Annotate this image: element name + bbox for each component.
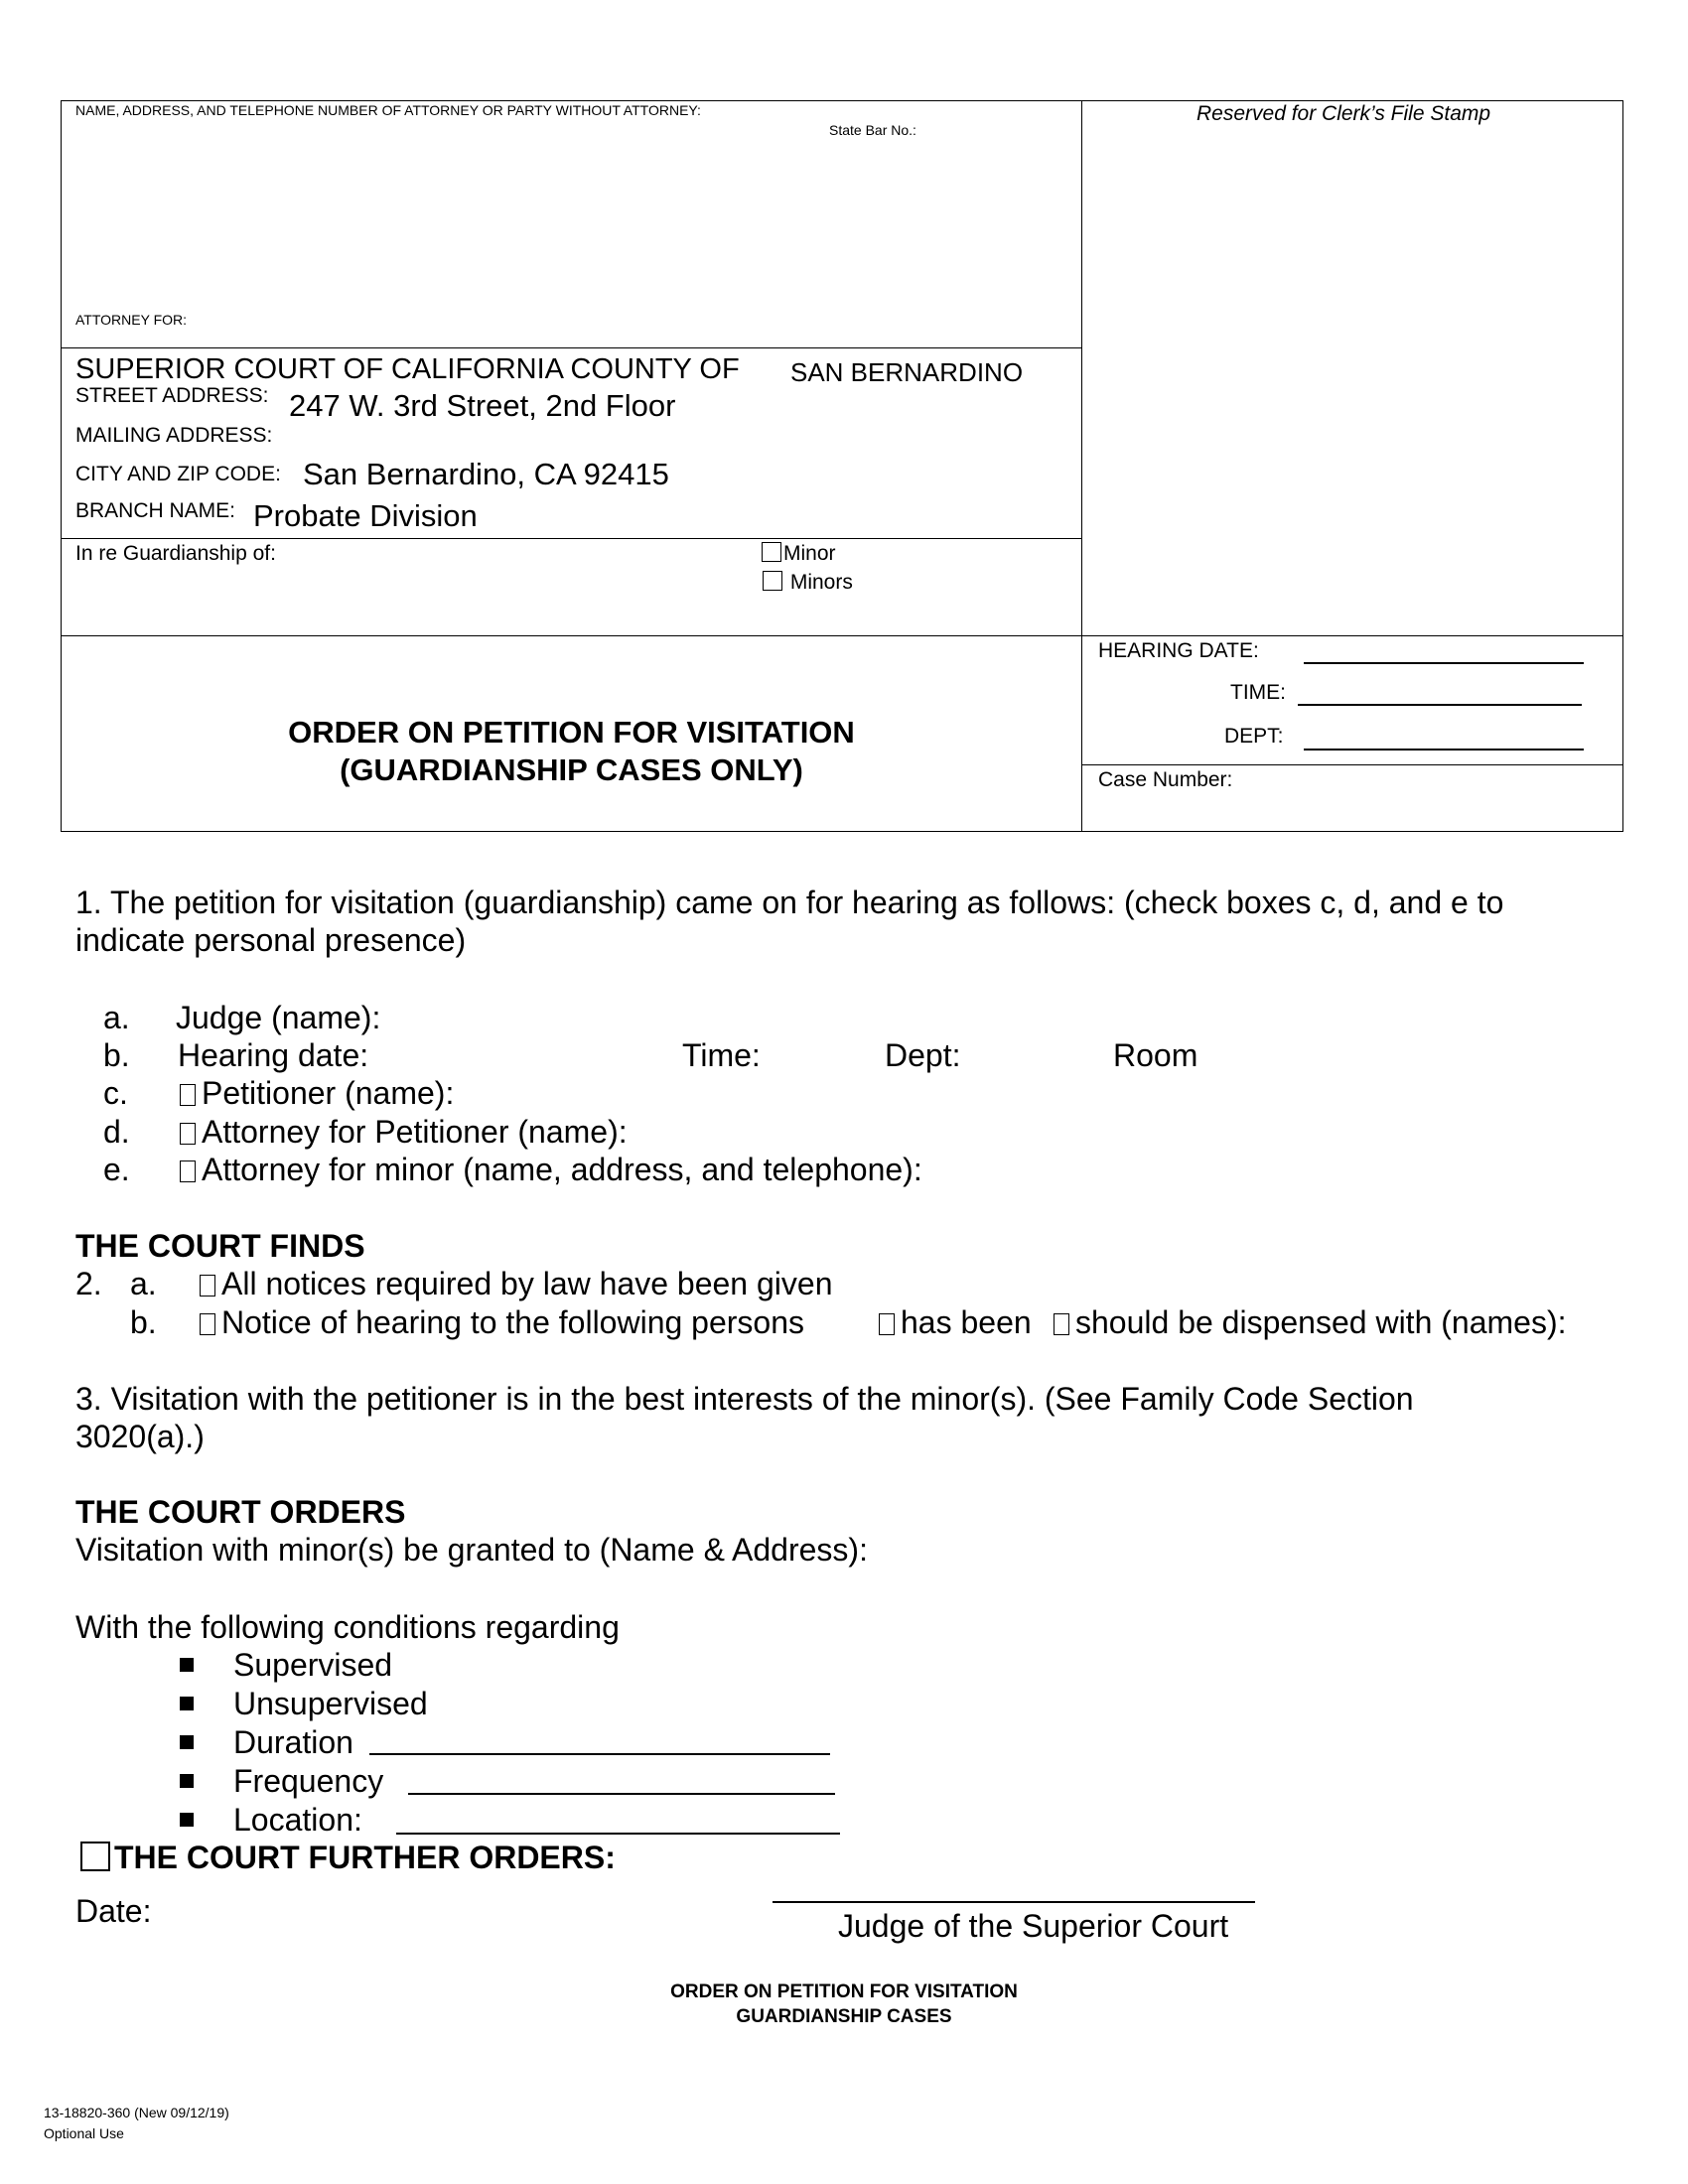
- item-e-letter: e.: [103, 1152, 130, 1187]
- in-re-label: In re Guardianship of:: [75, 542, 276, 565]
- condition-unsupervised: Unsupervised: [233, 1686, 428, 1721]
- county-value: SAN BERNARDINO: [790, 357, 1024, 387]
- case-number-label: Case Number:: [1098, 768, 1233, 791]
- finding-b-row[interactable]: [200, 1304, 804, 1341]
- granted-to-text: Visitation with minor(s) be granted to (Name & Address):: [75, 1532, 868, 1568]
- court-section-bottom: [61, 538, 1082, 539]
- footer-title-line1: ORDER ON PETITION FOR VISITATION: [670, 1981, 1018, 2002]
- minors-option-label: Minors: [789, 571, 853, 594]
- clerk-stamp-label: Reserved for Clerk’s File Stamp: [1196, 102, 1491, 125]
- condition-frequency: Frequency: [233, 1763, 384, 1799]
- condition-duration: Duration: [233, 1724, 353, 1760]
- item-c-text: Petitioner (name):: [202, 1075, 455, 1111]
- finding-3-cont: 3020(a).): [75, 1419, 205, 1454]
- conditions-intro: With the following conditions regarding: [75, 1609, 620, 1645]
- attorney-minor-checkbox[interactable]: [180, 1160, 196, 1182]
- hearing-date-line[interactable]: [1304, 662, 1584, 664]
- time-line[interactable]: [1298, 704, 1582, 706]
- item-d-letter: d.: [103, 1114, 130, 1150]
- finding-a-text: All notices required by law have been given: [221, 1266, 833, 1301]
- location-line[interactable]: [396, 1833, 840, 1835]
- item-d-text: Attorney for Petitioner (name):: [202, 1114, 628, 1150]
- attorney-label: NAME, ADDRESS, AND TELEPHONE NUMBER OF ATTORNEY OR PARTY WITHOUT ATTORNEY:: [75, 102, 701, 118]
- petitioner-checkbox[interactable]: [180, 1084, 196, 1106]
- further-orders-label: THE COURT FURTHER ORDERS:: [114, 1840, 616, 1875]
- bullet-supervised: [180, 1658, 194, 1677]
- footer-title-line2: GUARDIANSHIP CASES: [736, 2006, 952, 2027]
- court-orders-heading: THE COURT ORDERS: [75, 1494, 406, 1530]
- notice-persons-checkbox[interactable]: [200, 1313, 215, 1335]
- item-e-row[interactable]: [180, 1152, 922, 1188]
- further-orders-checkbox[interactable]: [80, 1842, 110, 1871]
- bullet-duration: [180, 1735, 194, 1754]
- item-a-letter: a.: [103, 1000, 130, 1035]
- finding-b-text: Notice of hearing to the following persons: [221, 1304, 805, 1340]
- dispensed-label: should be dispensed with (names):: [1075, 1304, 1567, 1340]
- form-title-line1: ORDER ON PETITION FOR VISITATION: [288, 715, 855, 750]
- finding-3: 3. Visitation with the petitioner is in the best interests of the minor(s). (See Family Code Section: [75, 1381, 1414, 1417]
- city-value: San Bernardino, CA 92415: [303, 457, 669, 491]
- form-number: 13-18820-360 (New 09/12/19): [44, 2105, 229, 2120]
- item-b-room: Room: [1113, 1037, 1198, 1073]
- has-been-checkbox[interactable]: [879, 1313, 895, 1335]
- time-label: TIME:: [1230, 681, 1286, 704]
- notices-given-checkbox[interactable]: [200, 1275, 215, 1297]
- form-title-line2: (GUARDIANSHIP CASES ONLY): [340, 752, 803, 787]
- hearing-date-label: HEARING DATE:: [1098, 639, 1259, 662]
- finding-a-row[interactable]: [200, 1266, 832, 1302]
- item-b-text: Hearing date:: [178, 1037, 369, 1073]
- city-label: CITY AND ZIP CODE:: [75, 463, 281, 485]
- branch-value: Probate Division: [253, 498, 478, 533]
- dispensed-checkbox[interactable]: [1054, 1313, 1069, 1335]
- condition-location: Location:: [233, 1802, 362, 1838]
- bullet-frequency: [180, 1774, 194, 1793]
- dispensed-option[interactable]: [1054, 1304, 1567, 1341]
- dept-line[interactable]: [1304, 749, 1584, 751]
- item-b-dept: Dept:: [885, 1037, 961, 1073]
- attorney-section-bottom: [61, 347, 1082, 348]
- section1-intro-cont: indicate personal presence): [75, 922, 467, 958]
- section1-intro: 1. The petition for visitation (guardianship) came on for hearing as follows: (check boxes c, d, and e to: [75, 885, 1504, 920]
- hearing-section-bottom: [1081, 764, 1623, 765]
- dept-label: DEPT:: [1224, 725, 1284, 748]
- branch-label: BRANCH NAME:: [75, 499, 236, 522]
- date-label: Date:: [75, 1893, 152, 1929]
- attorney-for-label: ATTORNEY FOR:: [75, 312, 188, 328]
- item-b-letter: b.: [103, 1037, 130, 1073]
- attorney-petitioner-checkbox[interactable]: [180, 1123, 196, 1145]
- mailing-label: MAILING ADDRESS:: [75, 424, 273, 447]
- minors-checkbox[interactable]: [763, 571, 853, 595]
- bullet-location: [180, 1813, 194, 1832]
- judge-label: Judge of the Superior Court: [838, 1908, 1229, 1944]
- minor-checkbox[interactable]: [762, 542, 836, 566]
- item-c-row[interactable]: [180, 1075, 454, 1112]
- bullet-unsupervised: [180, 1697, 194, 1715]
- has-been-label: has been: [901, 1304, 1032, 1340]
- street-value: 247 W. 3rd Street, 2nd Floor: [289, 388, 676, 423]
- condition-supervised: Supervised: [233, 1647, 393, 1683]
- finding-number: 2.: [75, 1266, 102, 1301]
- court-name: SUPERIOR COURT OF CALIFORNIA COUNTY OF: [75, 353, 740, 385]
- minor-checkbox-box[interactable]: [762, 542, 781, 562]
- frequency-line[interactable]: [408, 1793, 835, 1795]
- finding-b-letter: b.: [130, 1304, 157, 1340]
- minor-option-label: Minor: [783, 542, 836, 565]
- item-d-row[interactable]: [180, 1114, 628, 1151]
- duration-line[interactable]: [369, 1753, 830, 1755]
- item-b-time: Time:: [682, 1037, 761, 1073]
- street-label: STREET ADDRESS:: [75, 384, 269, 407]
- state-bar-label: State Bar No.:: [829, 122, 916, 138]
- has-been-option[interactable]: [879, 1304, 1032, 1341]
- item-c-letter: c.: [103, 1075, 128, 1111]
- item-a-text: Judge (name):: [176, 1000, 381, 1035]
- finding-a-letter: a.: [130, 1266, 157, 1301]
- item-e-text: Attorney for minor (name, address, and telephone):: [202, 1152, 922, 1187]
- caption-title-top: [61, 635, 1623, 636]
- minors-checkbox-box[interactable]: [763, 571, 782, 591]
- optional-use: Optional Use: [44, 2125, 124, 2141]
- judge-signature-line[interactable]: [773, 1901, 1255, 1903]
- court-finds-heading: THE COURT FINDS: [75, 1228, 365, 1264]
